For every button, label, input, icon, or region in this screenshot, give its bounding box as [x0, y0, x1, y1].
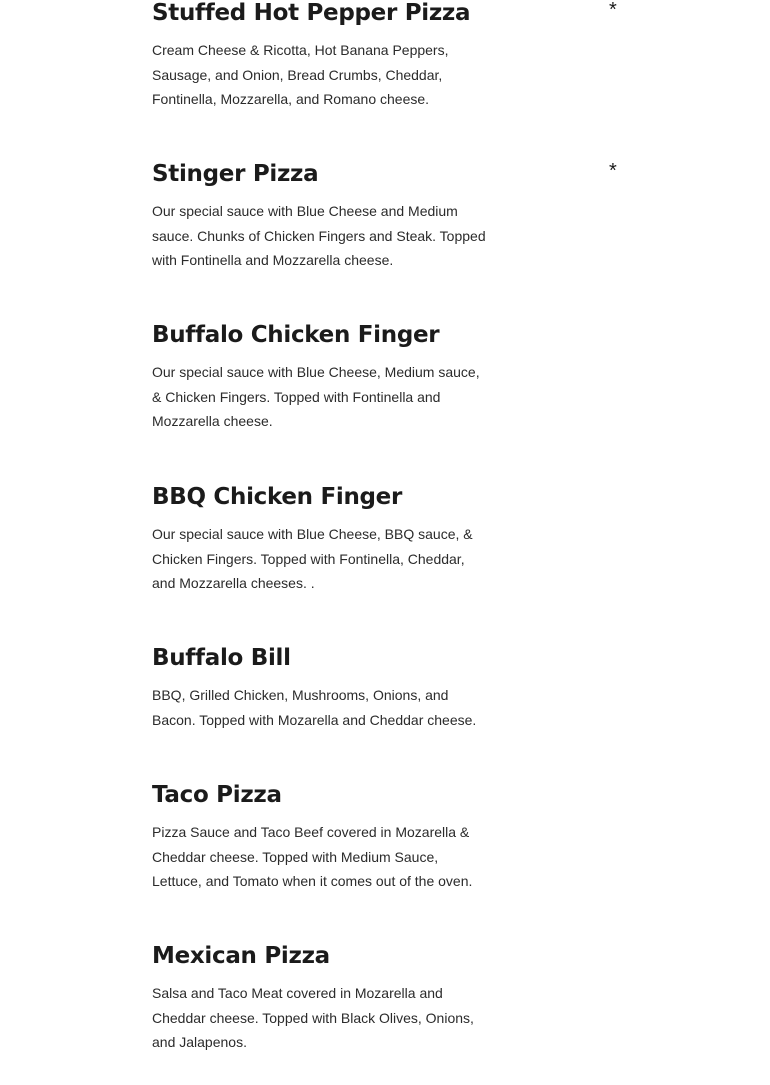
- menu-item-name: Stuffed Hot Pepper Pizza: [152, 0, 471, 26]
- menu-item-description: BBQ, Grilled Chicken, Mushrooms, Onions, and Bacon. Topped with Mozarella and Cheddar cheese.: [152, 687, 477, 728]
- menu-item-name: Taco Pizza: [152, 782, 282, 808]
- menu-item-name: Stinger Pizza: [152, 161, 319, 187]
- menu-item-description: Cream Cheese & Ricotta, Hot Banana Peppers, Sausage, and Onion, Bread Crumbs, Cheddar, Fontinella, Mozzarella, and Romano cheese.: [152, 42, 449, 107]
- menu-item: [152, 483, 622, 596]
- menu-item: [152, 321, 622, 434]
- menu-item-name: Buffalo Bill: [152, 645, 291, 671]
- menu-item: [152, 644, 622, 732]
- menu-item-description: Pizza Sauce and Taco Beef covered in Mozarella & Cheddar cheese. Topped with Medium Sauce, Lettuce, and Tomato when it comes out of the oven.: [152, 824, 473, 889]
- menu-item-description: Our special sauce with Blue Cheese, Medium sauce, & Chicken Fingers. Topped with Fontinella and Mozzarella cheese.: [152, 364, 480, 429]
- menu-item-description: Our special sauce with Blue Cheese and Medium sauce. Chunks of Chicken Fingers and Steak. Topped with Fontinella and Mozzarella cheese.: [152, 203, 486, 268]
- menu-item: [152, 781, 622, 894]
- menu-item-name: Buffalo Chicken Finger: [152, 322, 440, 348]
- menu-item-name: Mexican Pizza: [152, 943, 330, 969]
- menu-item-description: Salsa and Taco Meat covered in Mozarella and Cheddar cheese. Topped with Black Olives, Onions, and Jalapenos.: [152, 985, 474, 1050]
- menu-item-name: BBQ Chicken Finger: [152, 484, 403, 510]
- menu-item: [152, 942, 622, 1055]
- menu-item-description: Our special sauce with Blue Cheese, BBQ sauce, & Chicken Fingers. Topped with Fontinella, Cheddar, and Mozzarella cheeses. .: [152, 526, 473, 591]
- menu-item: [152, 160, 622, 273]
- menu-item-asterisk: *: [609, 160, 617, 182]
- menu-item-asterisk: *: [609, 0, 617, 21]
- menu-item: [152, 0, 622, 112]
